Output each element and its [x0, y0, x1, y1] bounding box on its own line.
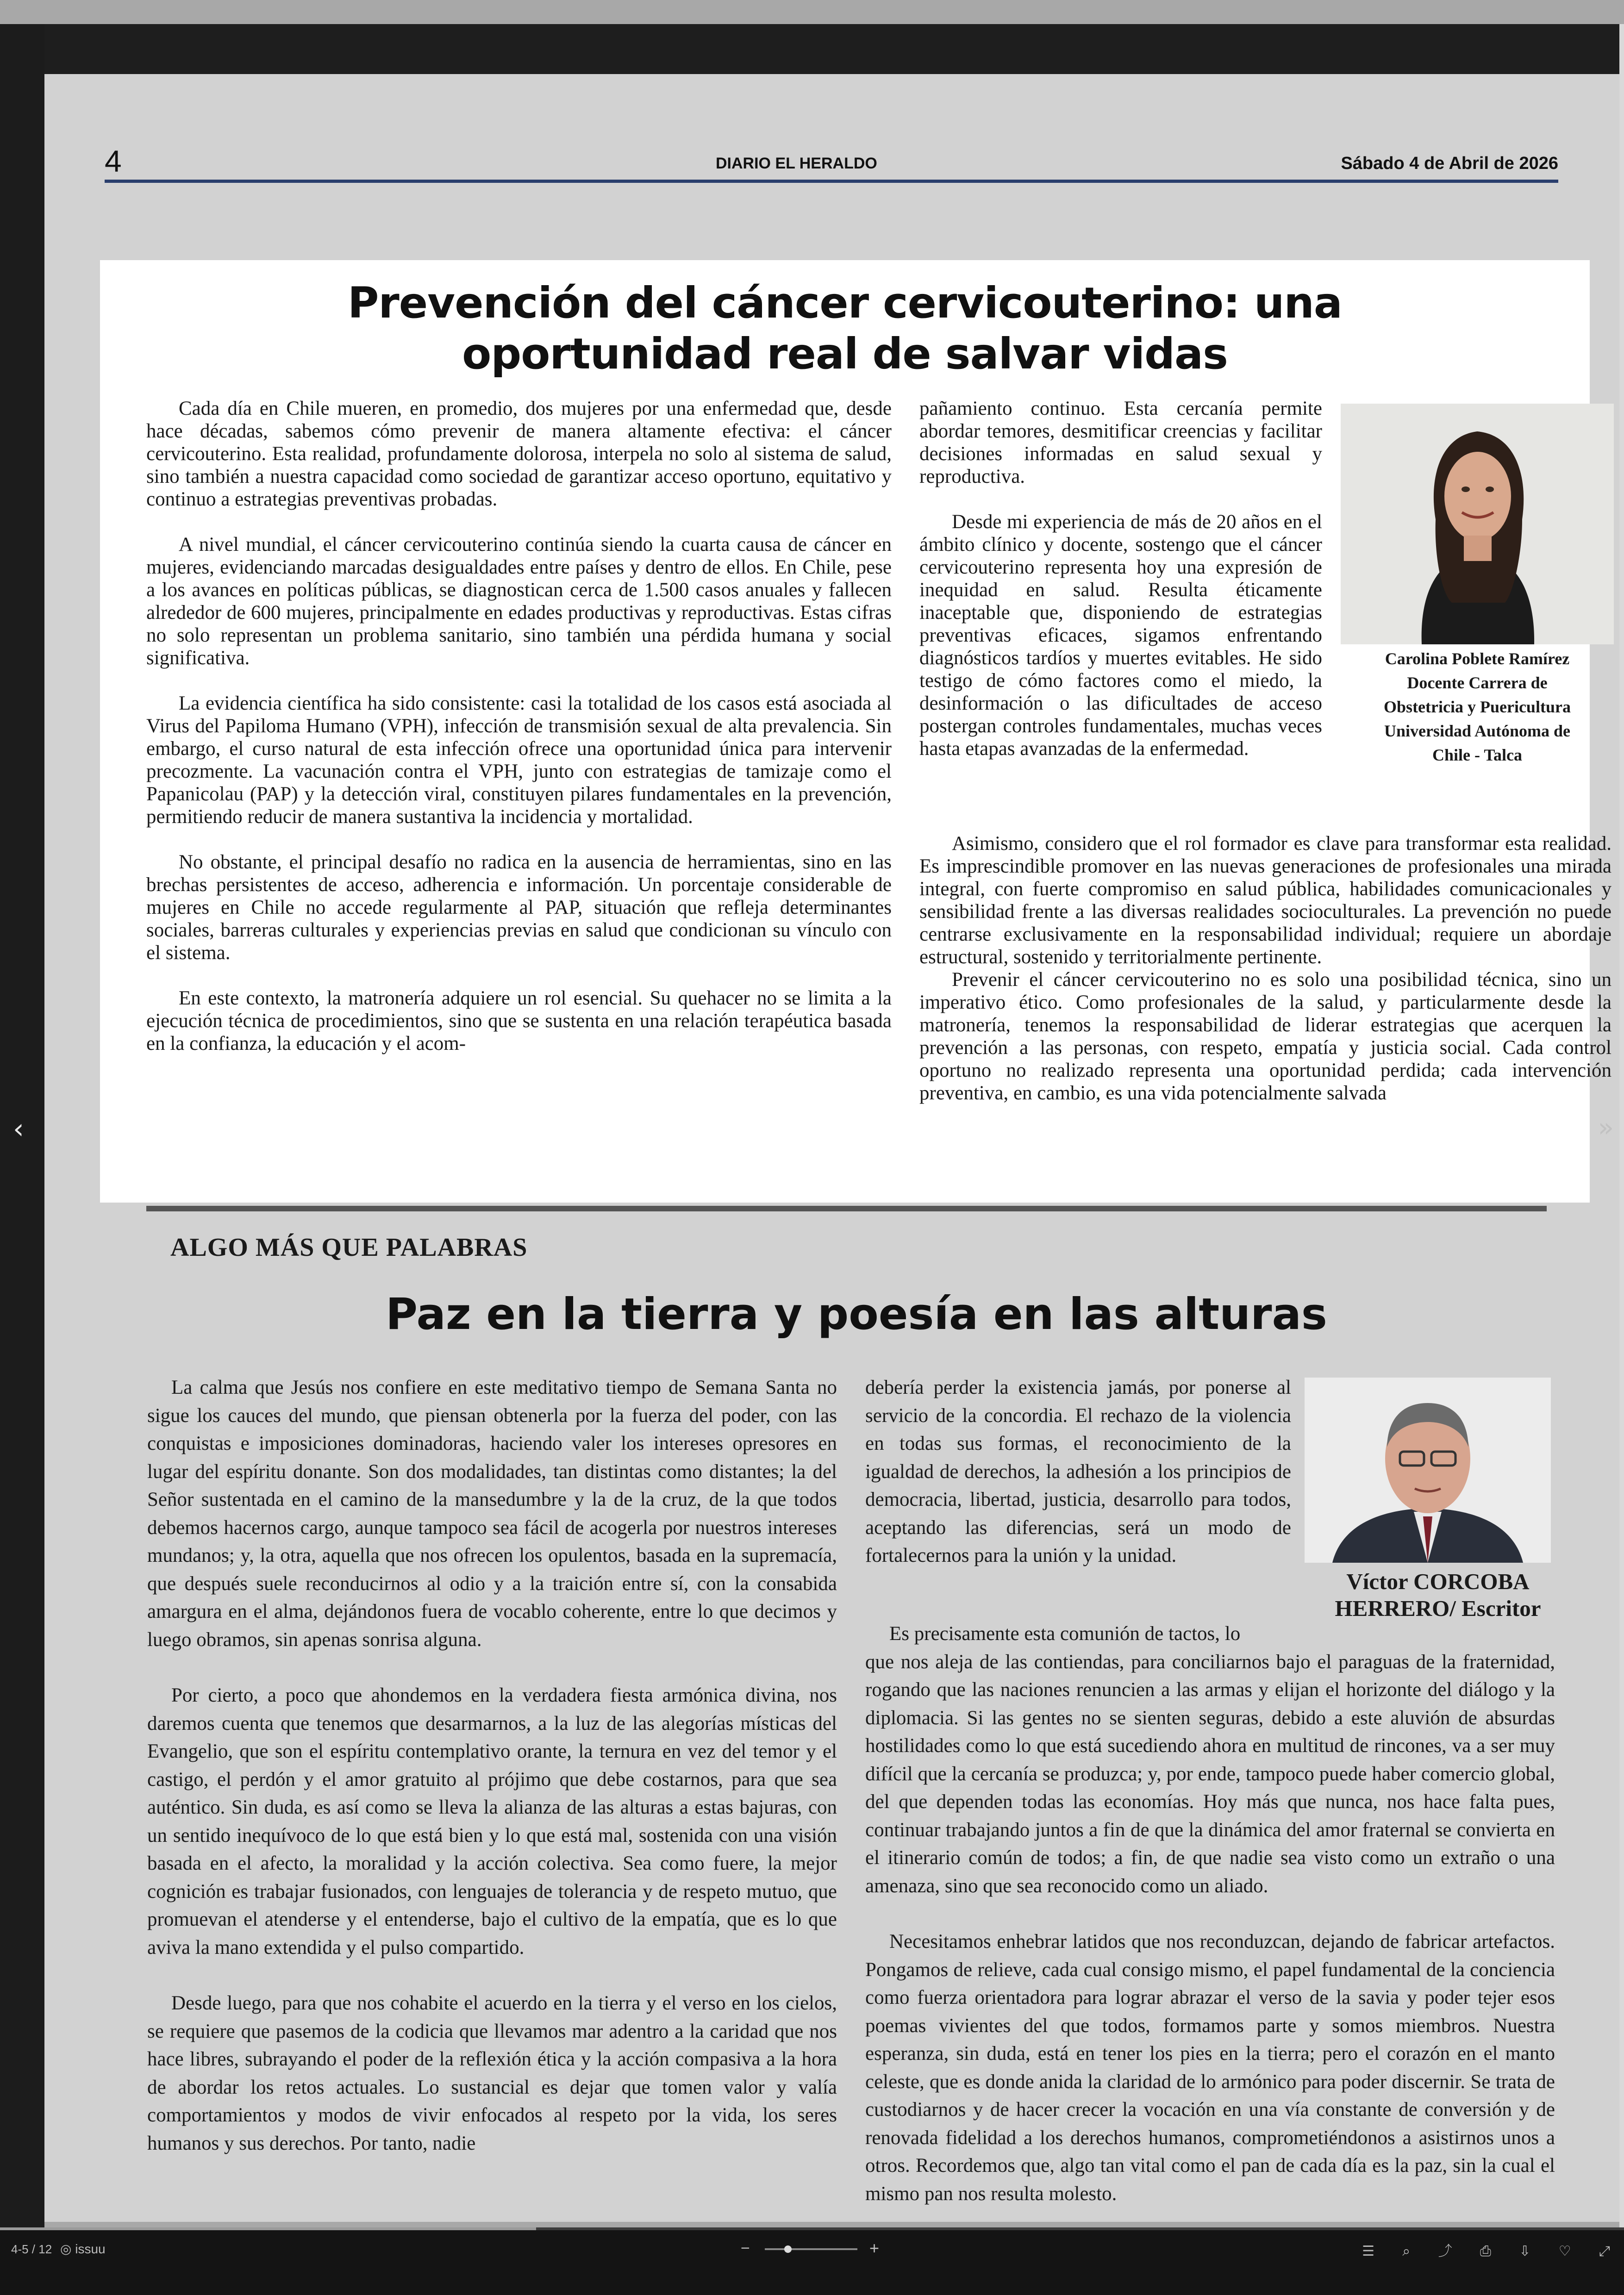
- bookmark-icon[interactable]: ⎙: [1480, 2244, 1491, 2259]
- fullscreen-icon[interactable]: ⤢: [1599, 2244, 1610, 2259]
- paragraph: Cada día en Chile mueren, en promedio, dos mujeres por una enfermedad que, desde hace décadas, sabemos cómo prevenir de manera altamente efectiva: el cáncer cervicouterino. Esta realidad, profundamente dolorosa, interpela no solo al sistema de salud, sino también a nuestra capacidad como sociedad de garantizar acceso oportuno, equitativo y continuo a estrategias preventivas probadas.: [146, 398, 892, 510]
- paragraph: pañamiento continuo. Esta cercanía permite abordar temores, desmitificar creencias y facilitar decisiones informadas en salud sexual y reproductiva.: [919, 398, 1322, 487]
- paragraph: debería perder la existencia jamás, por ponerse al servicio de la concordia. El rechazo de la violencia en todas sus formas, el reconocimiento de la igualdad de derechos, la adhesión a los principios de democracia, libertad, justicia, desarrollo para todos, aceptando las diferencias, será un modo de fortalecernos para la unión y la unidad.: [865, 1377, 1291, 1566]
- newspaper-name: DIARIO EL HERALDO: [716, 155, 877, 172]
- zoom-slider-track[interactable]: [765, 2248, 857, 2250]
- zoom-slider-handle[interactable]: [784, 2245, 792, 2253]
- caption-line: Chile - Talca: [1432, 746, 1523, 764]
- previous-page-arrow-icon[interactable]: ‹: [13, 1113, 24, 1145]
- viewer-toolbar: [0, 2227, 1624, 2295]
- paragraph: Prevenir el cáncer cervicouterino no es solo una posibilidad técnica, sino un imperativo ético. Como profesionales de la salud, y particularmente desde la matronería, tenemos la responsabilidad de liderar estrategias que acerquen la prevención a las personas, con respeto, empatía y justicia social. Cada control oportuno no realizado representa una oportunidad perdida; cada intervención preventiva, en cambio, es una vida potencialmente salvada: [919, 969, 1612, 1104]
- article-cancer-prevention: [100, 260, 1612, 1203]
- article1-title-line1: Prevención del cáncer cervicouterino: una: [347, 278, 1343, 328]
- next-page-arrow-icon[interactable]: »: [1598, 1113, 1614, 1143]
- newspaper-page: [44, 74, 1619, 2222]
- paragraph: En este contexto, la matronería adquiere un rol esencial. Su quehacer no se limita a la ejecución técnica de procedimientos, sino que se sustenta en una relación terapéutica basada en la confianza, la educación y el acom-: [146, 987, 892, 1054]
- paragraph: que nos aleja de las contiendas, para conciliarnos bajo el paraguas de la fraternidad, rogando que las naciones renuncien a las armas y elijan el horizonte del diálogo y la diplomacia. Si las gentes no se sienten seguras, debido a este aluvión de absurdas hostilidades como lo que está sucediendo ahora en multitud de rincones, va a ser muy difícil que la cercanía se produzca; y, por ende, tampoco puede haber comercio global, del que dependen todas las economías. Hoy más que nunca, nos hace falta pues, continuar trabajando juntos a fin de que la dinámica del amor fraternal se convierta en el itinerario común de todos; a fin, de que nadie sea visto como un extraño o una amenaza, sino que sea reconocido como un aliado.: [865, 1651, 1555, 1897]
- caption-line: HERRERO/ Escritor: [1335, 1596, 1541, 1621]
- paragraph: No obstante, el principal desafío no radica en la ausencia de herramientas, sino en las brechas persistentes de acceso, adherencia e información. Un porcentaje considerable de mujeres en Chile no accede regularmente al PAP, situación que refleja determinantes sociales, barreras culturales y experiencias previas en salud que condicionan su vínculo con el sistema.: [146, 851, 892, 964]
- caption-line: Universidad Autónoma de: [1384, 722, 1571, 740]
- article2-title: Paz en la tierra y poesía en las alturas: [386, 1289, 1327, 1340]
- caption-line: Víctor CORCOBA: [1346, 1569, 1530, 1594]
- paragraph: La calma que Jesús nos confiere en este meditativo tiempo de Semana Santa no sigue los cauces del mundo, que piensan obtenerla por la fuerza del poder, con las conquistas e imposiciones dominadoras, haciendo valer los intereses opresores en lugar del espíritu donante. Son dos modalidades, tan distintas como distantes; la del Señor sustentada en el camino de la mansedumbre y la de la cruz, de la que todos debemos hacernos cargo, aunque tampoco sea fácil de acogerla por nuestros intereses mundanos; y, la otra, aquella que nos ofrecen los opulentos, basada en la supremacía, que después suele reconducirnos al odio y a la traición entre sí, con la consabida amargura en el alma, dejándonos fuera de vocablo coherente, entre lo que decimos y luego obramos, sin apenas sonrisa alguna.: [147, 1377, 837, 1651]
- like-icon[interactable]: ♡: [1558, 2244, 1571, 2259]
- caption-line: Docente Carrera de: [1407, 674, 1548, 692]
- article1-title-line2: oportunidad real de salvar vidas: [462, 329, 1228, 379]
- reading-progress-fill: [0, 2227, 536, 2230]
- viewer-right-strip: [1619, 24, 1624, 2227]
- article1-column-2: [919, 397, 1322, 760]
- paragraph: Asimismo, considero que el rol formador es clave para transformar esta realidad. Es imprescindible promover en las nuevas generaciones de profesionales una mirada integral, con fuerte compromiso en salud pública, habilidades comunicacionales y sensibilidad frente a las diversas realidades socioculturales. La prevención no puede centrarse exclusivamente en la responsabilidad individual; requiere un abordaje estructural, sostenido y territorialmente pertinente.: [919, 833, 1612, 968]
- paragraph: La evidencia científica ha sido consistente: casi la totalidad de los casos está asociada al Virus del Papiloma Humano (VPH), infección de transmisión sexual de alta prevalencia. Sin embargo, el curso natural de esta infección ofrece una oportunidad única para intervenir precozmente. La vacunación contra el VPH, junto con estrategias de tamizaje como el Papanicolau (PAP) y la detección viral, constituyen pilares fundamentales en la prevención, permitiendo reducir de manera sustantiva la incidencia y mortalidad.: [146, 692, 892, 828]
- caption-line: Carolina Poblete Ramírez: [1385, 649, 1570, 668]
- paragraph: Desde mi experiencia de más de 20 años en el ámbito clínico y docente, sostengo que el cáncer cervicouterino representa hoy una expresión de inequidad en salud. Resulta éticamente inaceptable que, disponiendo de estrategias preventivas eficaces, sigamos enfrentando diagnósticos tardíos y muertes evitables. He sido testigo de cómo factores como el miedo, la desinformación o las dificultades de acceso postergan controles fundamentales, muchas veces hasta etapas avanzadas de la enfermedad.: [919, 511, 1322, 760]
- issuu-icon: ◎: [60, 2242, 72, 2256]
- brand-label: issuu: [75, 2242, 106, 2256]
- author-photo-carolina: [1341, 404, 1614, 644]
- issue-date: Sábado 4 de Abril de 2026: [1341, 154, 1558, 173]
- page-indicator: 4-5 / 12: [11, 2242, 52, 2256]
- paragraph: Necesitamos enhebrar latidos que nos reconduzcan, dejando de fabricar artefactos. Pongamos de relieve, cada cual consigo mismo, el papel fundamental de la conciencia como fuerza orientadora para lograr abrazar el verso de la savia y poder tejer esos poemas vivientes del que todos, formamos parte y somos miembros. Nuestra esperanza, sin duda, está en tener los pies en la tierra; pero el corazón en el manto celeste, que es donde anida la claridad de lo armónico para poder discernir. Se trata de custodiarnos y de hacer crecer la vocación en una vía constante de conversión y de renovada fidelidad a los derechos humanos, comprometiéndonos a asistirnos unos a otros. Recordemos que, algo tan vital como el pan de cada día es la paz, sin la cual el mismo pan nos resulta molesto.: [865, 1931, 1555, 2205]
- article1-column-2-lower: [919, 832, 1612, 1104]
- paragraph: A nivel mundial, el cáncer cervicouterino continúa siendo la cuarta causa de cáncer en mujeres, evidenciando marcadas desigualdades entre países y dentro de ellos. En Chile, pese a los avances en políticas públicas, se diagnostican cerca de 1.500 casos anuales y fallecen alrededor de 600 mujeres, principalmente en edades productivas y reproductivas. Estas cifras no solo representan un problema sanitario, sino también una pérdida humana y social significativa.: [146, 534, 892, 669]
- zoom-out-button[interactable]: −: [741, 2239, 750, 2257]
- article1-title: [100, 278, 1590, 380]
- article1-column-1: [146, 397, 892, 1055]
- author-caption-victor: [1313, 1568, 1563, 1622]
- viewer-top-bar: [0, 24, 1624, 74]
- page-number: 4: [105, 144, 122, 178]
- page-header: [105, 144, 1558, 181]
- author-photo-victor: [1305, 1378, 1551, 1563]
- column-kicker: ALGO MÁS QUE PALABRAS: [170, 1233, 528, 1262]
- issuu-logo: [60, 2241, 106, 2257]
- zoom-in-button[interactable]: +: [869, 2239, 880, 2258]
- section-divider: [146, 1206, 1547, 1211]
- paragraph: Por cierto, a poco que ahondemos en la verdadera fiesta armónica divina, nos daremos cuenta que tenemos que desarmarnos, a la luz de las alegorías místicas del Evangelio, que son el espíritu contemplativo orante, la ternura en vez del temor y el castigo, el perdón y el amor gratuito al prójimo que debe costarnos, para que sea auténtico. Sin duda, es así como se lleva la alianza de las alturas a estas bajuras, con un sentido inequívoco de lo que está bien y lo que está mal, sostenida con una visión basada en el afecto, la moralidad y la acción colectiva. Sea como fuere, la mejor cognición es trabajar fusionados, con lenguajes de tolerancia y de respeto mutuo, que promuevan el atenderse y el entenderse, bajo el cultivo de la empatía, que es lo que aviva la mano extendida y el pulso compartido.: [147, 1684, 837, 1958]
- search-icon[interactable]: ⌕: [1402, 2244, 1411, 2259]
- header-rule: [105, 180, 1558, 183]
- portrait-man-icon: [1305, 1378, 1551, 1563]
- caption-line: Obstetricia y Puericultura: [1384, 698, 1571, 716]
- article2-column-1: [147, 1374, 837, 2185]
- share-icon[interactable]: ⤴: [1438, 2244, 1452, 2259]
- paragraph-lead: Es precisamente esta comunión de tactos, lo: [889, 1623, 1241, 1645]
- toolbar-actions: [1338, 2239, 1610, 2260]
- paragraph: Desde luego, para que nos cohabite el acuerdo en la tierra y el verso en los cielos, se requiere que pasemos de la codicia que llevamos mar adentro a la caridad que nos hace libres, subrayando el poder de la reflexión ética y la acción compasiva a la hora de abordar los retos actuales. Lo sustancial es dejar que tomen valor y valía comportamientos y modos de vivir enfocados al respeto por la vida, los seres humanos y sus derechos. Por tanto, nadie: [147, 1992, 837, 2154]
- article2-column-2: [865, 1374, 1291, 1598]
- download-icon[interactable]: ⇩: [1519, 2244, 1531, 2259]
- author-caption-carolina: [1336, 647, 1618, 767]
- table-of-contents-icon[interactable]: ☰: [1362, 2244, 1375, 2259]
- viewer-top-frame: [0, 0, 1624, 74]
- article2-column-2-lower: [865, 1620, 1555, 2236]
- portrait-woman-icon: [1341, 404, 1614, 644]
- reading-progress-track[interactable]: [0, 2227, 1624, 2230]
